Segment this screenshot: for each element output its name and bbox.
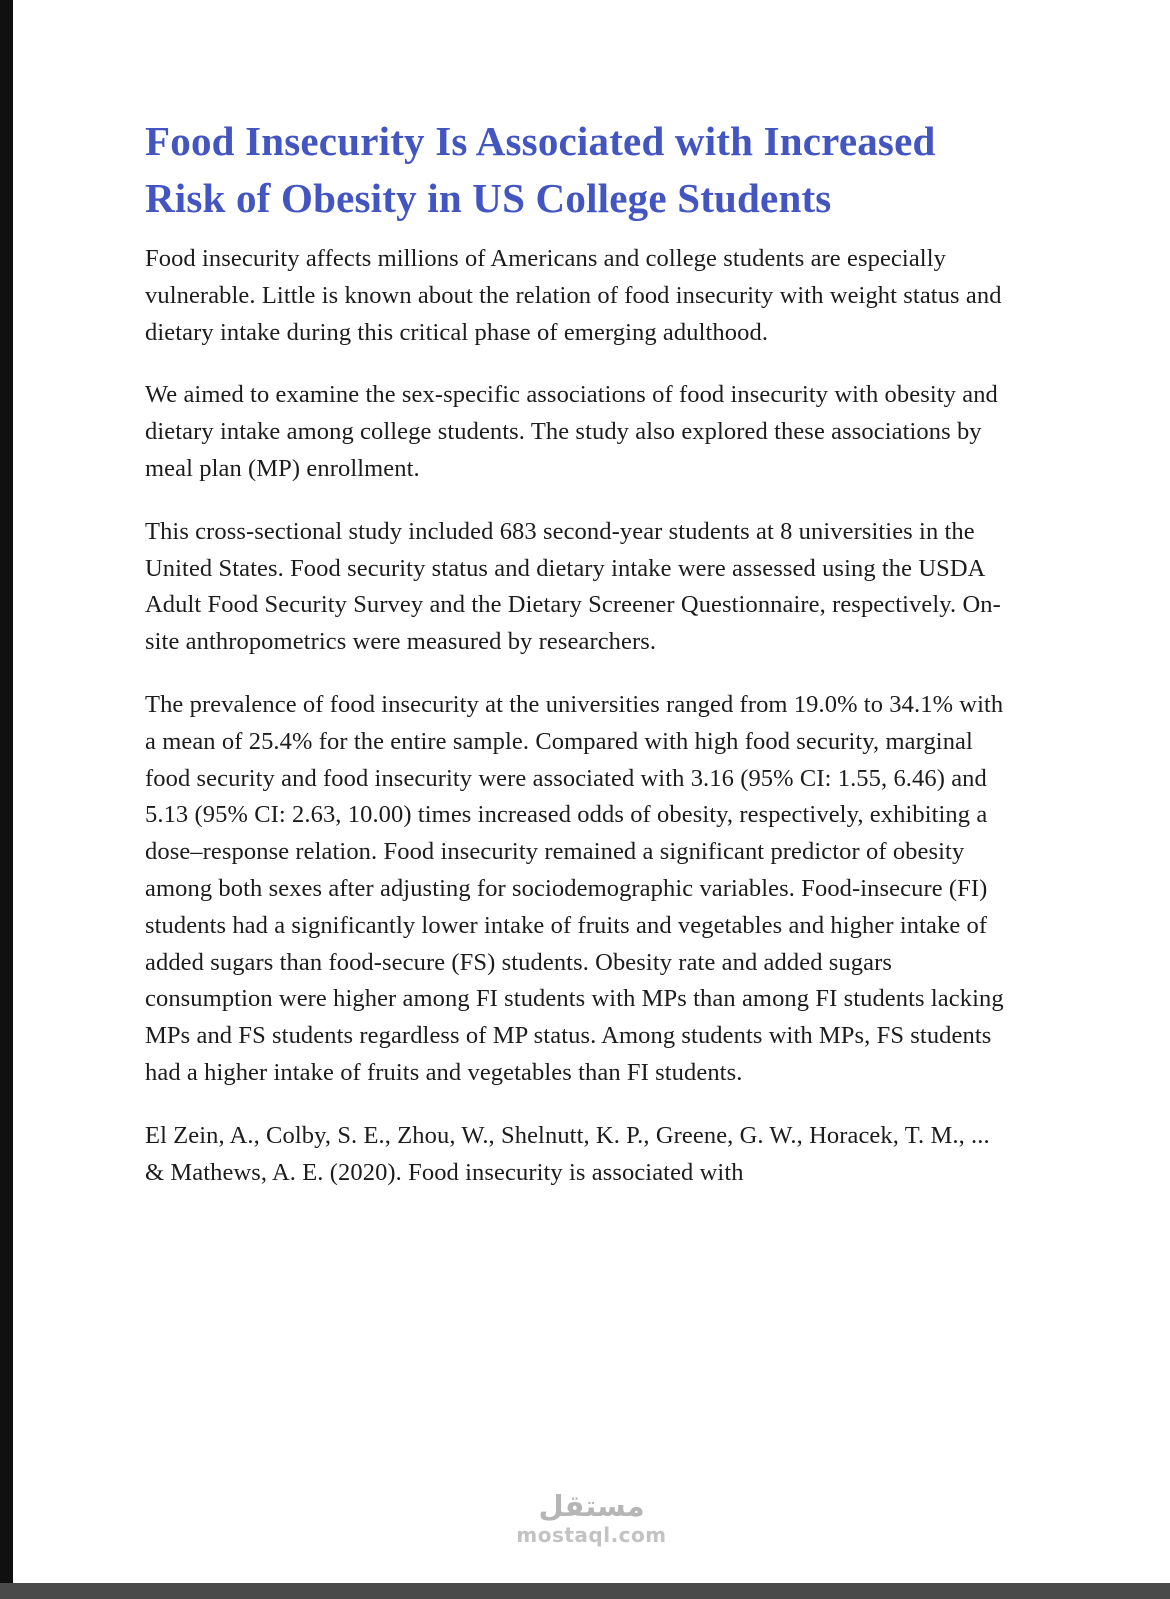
- screenshot-edge-left: [0, 0, 13, 1599]
- watermark-site-url: mostaql.com: [516, 1523, 667, 1547]
- paragraph-results: The prevalence of food insecurity at the universities ranged from 19.0% to 34.1% with a mean of 25.4% for the entire sample. Compared with high food security, marginal food security and food insecurity were associated with 3.16 (95% CI: 1.55, 6.46) and 5.13 (95% CI: 2.63, 10.00) times increased odds of obesity, respectively, exhibiting a dose–response relation. Food insecurity remained a significant predictor of obesity among both sexes after adjusting for sociodemographic variables. Food-insecure (FI) students had a significantly lower intake of fruits and vegetables and higher intake of added sugars than food-secure (FS) students. Obesity rate and added sugars consumption were higher among FI students with MPs than among FI students lacking MPs and FS students regardless of MP status. Among students with MPs, FS students had a higher intake of fruits and vegetables than FI students.: [145, 690, 1004, 1086]
- document-page: [13, 0, 1170, 1587]
- page-title: Food Insecurity Is Associated with Increased Risk of Obesity in US College Students: [145, 118, 936, 221]
- watermark: [13, 1491, 1170, 1547]
- paragraph-background: Food insecurity affects millions of Americans and college students are especially vulnerable. Little is known about the relation of food insecurity with weight status and dietary intake during this critical phase of emerging adulthood.: [145, 245, 1002, 346]
- paragraph-objective: We aimed to examine the sex-specific associations of food insecurity with obesity and dietary intake among college students. The study also explored these associations by meal plan (MP) enrollment.: [145, 381, 998, 482]
- paragraph-methods: This cross-sectional study included 683 second-year students at 8 universities in the United States. Food security status and dietary intake were assessed using the USDA Adult Food Security Survey and the Dietary Screener Questionnaire, respectively. On-site anthropometrics were measured by researchers.: [145, 517, 1001, 656]
- paragraph-citation: El Zein, A., Colby, S. E., Zhou, W., Shelnutt, K. P., Greene, G. W., Horacek, T. M., ... & Mathews, A. E. (2020). Food insecurity is associated with: [145, 1121, 990, 1186]
- watermark-logo: مستقل: [538, 1489, 645, 1523]
- screenshot-edge-bottom: [0, 1583, 1170, 1599]
